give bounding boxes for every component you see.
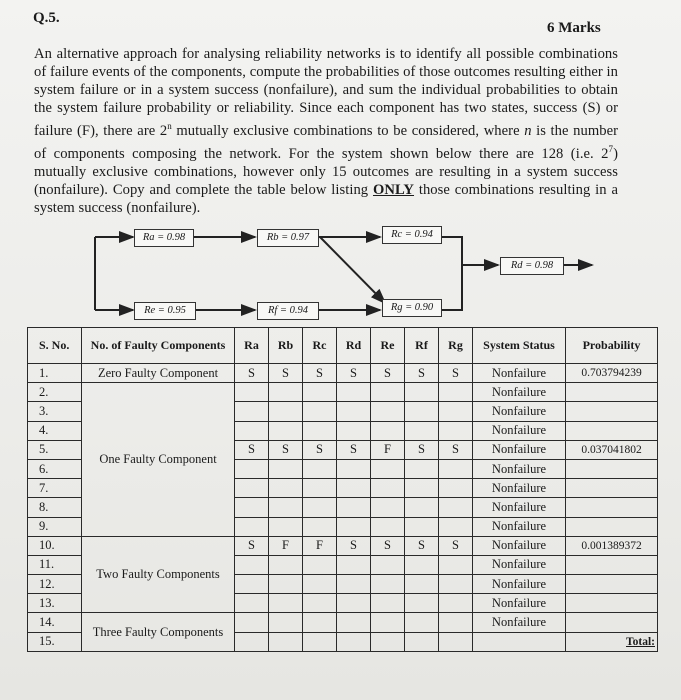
state-cell[interactable] [337, 402, 371, 421]
system-status-cell: Nonfailure [473, 555, 566, 574]
probability-cell[interactable]: 0.037041802 [566, 440, 658, 459]
state-cell[interactable] [439, 575, 473, 594]
state-cell[interactable] [303, 517, 337, 536]
state-cell[interactable] [371, 479, 405, 498]
state-cell[interactable] [303, 594, 337, 613]
system-status-cell: Nonfailure [473, 613, 566, 632]
system-status-cell: Nonfailure [473, 498, 566, 517]
state-cell[interactable] [405, 594, 439, 613]
state-cell[interactable] [405, 517, 439, 536]
header-re: Re [371, 328, 405, 364]
state-cell[interactable] [439, 594, 473, 613]
header-probability: Probability [566, 328, 658, 364]
state-cell[interactable]: F [269, 536, 303, 555]
group-label-two: Two Faulty Components [82, 536, 235, 613]
row-sno: 9. [28, 517, 82, 536]
header-ra: Ra [235, 328, 269, 364]
state-cell[interactable] [439, 421, 473, 440]
state-cell[interactable]: S [405, 440, 439, 459]
state-cell[interactable] [303, 402, 337, 421]
state-cell[interactable] [371, 613, 405, 632]
state-cell[interactable] [269, 498, 303, 517]
component-re: Re = 0.95 [134, 302, 196, 320]
probability-cell[interactable] [566, 575, 658, 594]
state-cell[interactable] [405, 421, 439, 440]
system-status-cell: Nonfailure [473, 440, 566, 459]
state-cell[interactable]: S [371, 364, 405, 383]
state-cell[interactable] [337, 517, 371, 536]
marks-label: 6 Marks [547, 20, 601, 36]
state-cell[interactable] [405, 613, 439, 632]
state-cell[interactable] [269, 459, 303, 478]
state-cell[interactable] [371, 421, 405, 440]
state-cell[interactable] [269, 383, 303, 402]
state-cell[interactable] [269, 575, 303, 594]
system-status-cell: Nonfailure [473, 479, 566, 498]
state-cell[interactable]: S [337, 536, 371, 555]
state-cell[interactable] [269, 555, 303, 574]
group-label-three: Three Faulty Components [82, 613, 235, 651]
state-cell[interactable] [405, 555, 439, 574]
component-rg: Rg = 0.90 [382, 299, 442, 317]
state-cell[interactable]: S [269, 364, 303, 383]
state-cell[interactable] [303, 555, 337, 574]
state-cell[interactable] [235, 498, 269, 517]
state-cell[interactable] [371, 594, 405, 613]
state-cell[interactable]: S [371, 536, 405, 555]
state-cell[interactable] [439, 383, 473, 402]
state-cell[interactable] [337, 479, 371, 498]
state-cell[interactable]: S [269, 440, 303, 459]
system-status-cell: Nonfailure [473, 421, 566, 440]
probability-cell[interactable] [566, 479, 658, 498]
state-cell[interactable]: S [439, 440, 473, 459]
probability-cell[interactable] [566, 383, 658, 402]
state-cell[interactable] [371, 459, 405, 478]
header-sno: S. No. [28, 328, 82, 364]
state-cell[interactable] [235, 383, 269, 402]
state-cell[interactable] [371, 517, 405, 536]
row-sno: 2. [28, 383, 82, 402]
probability-cell[interactable] [566, 459, 658, 478]
table-row [28, 613, 658, 632]
header-rd: Rd [337, 328, 371, 364]
probability-cell[interactable] [566, 555, 658, 574]
state-cell[interactable] [269, 517, 303, 536]
state-cell[interactable] [337, 498, 371, 517]
state-cell[interactable] [405, 575, 439, 594]
row-sno: 8. [28, 498, 82, 517]
state-cell[interactable] [235, 421, 269, 440]
state-cell[interactable] [337, 421, 371, 440]
component-rc: Rc = 0.94 [382, 226, 442, 244]
state-cell[interactable] [405, 383, 439, 402]
state-cell[interactable] [303, 459, 337, 478]
state-cell[interactable] [439, 459, 473, 478]
state-cell[interactable] [371, 383, 405, 402]
state-cell[interactable] [269, 613, 303, 632]
state-cell[interactable] [439, 613, 473, 632]
state-cell[interactable]: S [337, 364, 371, 383]
row-sno: 12. [28, 575, 82, 594]
state-cell[interactable] [235, 632, 269, 651]
system-status-cell: Nonfailure [473, 536, 566, 555]
combinations-table [27, 327, 658, 652]
system-status-cell: Nonfailure [473, 402, 566, 421]
probability-cell[interactable] [566, 402, 658, 421]
state-cell[interactable] [269, 402, 303, 421]
question-number: Q.5. [33, 10, 60, 26]
state-cell[interactable] [439, 498, 473, 517]
state-cell[interactable] [439, 517, 473, 536]
state-cell[interactable]: S [303, 364, 337, 383]
row-sno: 3. [28, 402, 82, 421]
row-sno: 4. [28, 421, 82, 440]
row-sno: 15. [28, 632, 82, 651]
header-rg: Rg [439, 328, 473, 364]
row-sno: 7. [28, 479, 82, 498]
state-cell[interactable] [439, 402, 473, 421]
probability-cell[interactable] [566, 517, 658, 536]
state-cell[interactable] [371, 498, 405, 517]
state-cell[interactable] [303, 498, 337, 517]
table-row [28, 364, 658, 383]
state-cell[interactable] [371, 632, 405, 651]
state-cell[interactable] [235, 555, 269, 574]
state-cell[interactable] [337, 459, 371, 478]
state-cell[interactable]: S [439, 364, 473, 383]
state-cell[interactable] [235, 594, 269, 613]
state-cell[interactable]: S [405, 364, 439, 383]
probability-cell[interactable]: 0.703794239 [566, 364, 658, 383]
row-sno: 5. [28, 440, 82, 459]
state-cell[interactable] [269, 594, 303, 613]
state-cell[interactable]: S [405, 536, 439, 555]
state-cell[interactable] [303, 421, 337, 440]
state-cell[interactable] [337, 594, 371, 613]
probability-cell[interactable]: 0.001389372 [566, 536, 658, 555]
state-cell[interactable] [235, 517, 269, 536]
state-cell[interactable] [337, 613, 371, 632]
row-sno: 6. [28, 459, 82, 478]
probability-cell[interactable] [566, 594, 658, 613]
state-cell[interactable] [371, 555, 405, 574]
state-cell[interactable] [269, 421, 303, 440]
system-status-cell: Nonfailure [473, 364, 566, 383]
table-row [28, 536, 658, 555]
state-cell[interactable]: S [337, 440, 371, 459]
state-cell[interactable] [405, 479, 439, 498]
probability-cell[interactable] [566, 613, 658, 632]
state-cell[interactable] [303, 632, 337, 651]
table-row [28, 383, 658, 402]
group-label-one: One Faulty Component [82, 383, 235, 537]
state-cell[interactable]: S [235, 536, 269, 555]
row-sno: 10. [28, 536, 82, 555]
row-sno: 13. [28, 594, 82, 613]
component-rb: Rb = 0.97 [257, 229, 319, 247]
state-cell[interactable] [405, 459, 439, 478]
system-status-cell: Nonfailure [473, 594, 566, 613]
state-cell[interactable] [337, 383, 371, 402]
total-label: Total: [566, 632, 658, 651]
state-cell[interactable] [405, 498, 439, 517]
state-cell[interactable] [405, 402, 439, 421]
probability-cell[interactable] [566, 498, 658, 517]
state-cell[interactable] [235, 479, 269, 498]
state-cell[interactable] [371, 402, 405, 421]
state-cell[interactable] [405, 632, 439, 651]
state-cell[interactable]: S [303, 440, 337, 459]
state-cell[interactable] [269, 479, 303, 498]
row-sno: 11. [28, 555, 82, 574]
probability-cell[interactable] [566, 421, 658, 440]
state-cell[interactable] [269, 632, 303, 651]
system-status-cell: Nonfailure [473, 459, 566, 478]
state-cell[interactable] [303, 479, 337, 498]
header-status: System Status [473, 328, 566, 364]
header-faulty: No. of Faulty Components [82, 328, 235, 364]
state-cell[interactable] [235, 402, 269, 421]
state-cell[interactable] [371, 575, 405, 594]
state-cell[interactable] [235, 613, 269, 632]
state-cell[interactable]: F [303, 536, 337, 555]
header-rf: Rf [405, 328, 439, 364]
state-cell[interactable]: S [235, 364, 269, 383]
system-status-cell: Nonfailure [473, 517, 566, 536]
row-sno: 1. [28, 364, 82, 383]
question-paragraph: An alternative approach for analysing reliability networks is to identify all possible combinations of failure events of the components, compute the probabilities of those outcomes resulting either in system failure or in a system success (nonfailure), and sum the individual probabilities to obtain the system failure probability or reliability. Since each component has two states, success (S) or failure (F), there are 2$^n$ mutually exclusive combinations to be considered, where n is the number of components composing the network. For the system shown below there are 128 (i.e. $2^7$) mutually exclusive combinations, however only 15 outcomes are resulting in a system success (nonfailure). Copy and complete the table below listing ONLY those combinations resulting in a system success (nonfailure). [34, 46, 618, 216]
only-emphasis: ONLY [372, 181, 415, 198]
group-label-zero: Zero Faulty Component [82, 364, 235, 383]
state-cell[interactable] [303, 383, 337, 402]
table-body [28, 364, 658, 652]
state-cell[interactable] [303, 575, 337, 594]
table-header-row [28, 328, 658, 364]
system-status-cell: Nonfailure [473, 383, 566, 402]
state-cell[interactable] [303, 613, 337, 632]
state-cell[interactable]: S [439, 536, 473, 555]
state-cell[interactable]: F [371, 440, 405, 459]
row-sno: 14. [28, 613, 82, 632]
state-cell[interactable] [235, 459, 269, 478]
header-rb: Rb [269, 328, 303, 364]
component-rf: Rf = 0.94 [257, 302, 319, 320]
state-cell[interactable] [337, 632, 371, 651]
state-cell[interactable] [235, 575, 269, 594]
state-cell[interactable]: S [235, 440, 269, 459]
state-cell[interactable] [337, 575, 371, 594]
header-rc: Rc [303, 328, 337, 364]
system-status-cell: Nonfailure [473, 575, 566, 594]
component-rd: Rd = 0.98 [500, 257, 564, 275]
state-cell[interactable] [337, 555, 371, 574]
system-status-cell [473, 632, 566, 651]
state-cell[interactable] [439, 479, 473, 498]
component-ra: Ra = 0.98 [134, 229, 194, 247]
state-cell[interactable] [439, 632, 473, 651]
state-cell[interactable] [439, 555, 473, 574]
